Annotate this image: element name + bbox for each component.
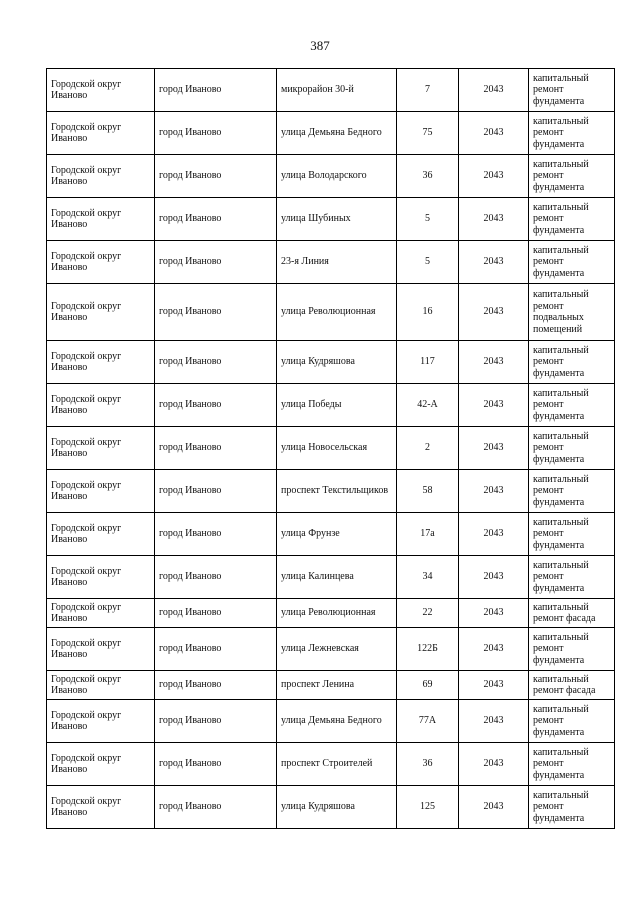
table-row <box>47 112 615 155</box>
table-row <box>47 384 615 427</box>
cell-district: Городской округ Иваново <box>47 341 155 384</box>
cell-year: 2043 <box>459 599 529 628</box>
cell-year: 2043 <box>459 284 529 341</box>
cell-street: улица Победы <box>277 384 397 427</box>
cell-street: улица Кудряшова <box>277 341 397 384</box>
cell-house-number: 2 <box>397 427 459 470</box>
cell-work-type: капитальный ремонт фундамента <box>529 700 615 743</box>
cell-house-number: 58 <box>397 470 459 513</box>
cell-city: город Иваново <box>155 341 277 384</box>
cell-district: Городской округ Иваново <box>47 700 155 743</box>
cell-city: город Иваново <box>155 69 277 112</box>
cell-street: улица Кудряшова <box>277 786 397 829</box>
page-number: 387 <box>310 38 330 53</box>
cell-district: Городской округ Иваново <box>47 628 155 671</box>
cell-year: 2043 <box>459 69 529 112</box>
table-row <box>47 198 615 241</box>
cell-work-type: капитальный ремонт фундамента <box>529 341 615 384</box>
cell-year: 2043 <box>459 743 529 786</box>
cell-street: проспект Строителей <box>277 743 397 786</box>
cell-district: Городской округ Иваново <box>47 284 155 341</box>
cell-house-number: 36 <box>397 743 459 786</box>
cell-city: город Иваново <box>155 198 277 241</box>
cell-district: Городской округ Иваново <box>47 786 155 829</box>
cell-street: проспект Ленина <box>277 671 397 700</box>
cell-city: город Иваново <box>155 284 277 341</box>
table-row <box>47 470 615 513</box>
cell-house-number: 5 <box>397 198 459 241</box>
cell-house-number: 36 <box>397 155 459 198</box>
table-row <box>47 743 615 786</box>
table-row <box>47 241 615 284</box>
cell-city: город Иваново <box>155 384 277 427</box>
cell-house-number: 125 <box>397 786 459 829</box>
cell-year: 2043 <box>459 112 529 155</box>
cell-district: Городской округ Иваново <box>47 155 155 198</box>
cell-house-number: 17а <box>397 513 459 556</box>
cell-year: 2043 <box>459 341 529 384</box>
cell-work-type: капитальный ремонт фундамента <box>529 556 615 599</box>
cell-street: улица Фрунзе <box>277 513 397 556</box>
cell-street: улица Демьяна Бедного <box>277 112 397 155</box>
cell-house-number: 5 <box>397 241 459 284</box>
cell-house-number: 75 <box>397 112 459 155</box>
cell-district: Городской округ Иваново <box>47 69 155 112</box>
cell-house-number: 42-А <box>397 384 459 427</box>
cell-city: город Иваново <box>155 671 277 700</box>
cell-district: Городской округ Иваново <box>47 427 155 470</box>
cell-year: 2043 <box>459 671 529 700</box>
cell-house-number: 34 <box>397 556 459 599</box>
cell-city: город Иваново <box>155 470 277 513</box>
cell-year: 2043 <box>459 513 529 556</box>
cell-city: город Иваново <box>155 743 277 786</box>
cell-city: город Иваново <box>155 112 277 155</box>
cell-year: 2043 <box>459 786 529 829</box>
table-row <box>47 155 615 198</box>
cell-district: Городской округ Иваново <box>47 743 155 786</box>
cell-year: 2043 <box>459 155 529 198</box>
table-row <box>47 427 615 470</box>
cell-year: 2043 <box>459 384 529 427</box>
cell-city: город Иваново <box>155 556 277 599</box>
cell-work-type: капитальный ремонт фундамента <box>529 513 615 556</box>
cell-work-type: капитальный ремонт фасада <box>529 671 615 700</box>
cell-district: Городской округ Иваново <box>47 198 155 241</box>
cell-street: улица Володарского <box>277 155 397 198</box>
cell-work-type: капитальный ремонт фундамента <box>529 786 615 829</box>
cell-year: 2043 <box>459 198 529 241</box>
cell-street: улица Шубиных <box>277 198 397 241</box>
table-row <box>47 628 615 671</box>
cell-city: город Иваново <box>155 241 277 284</box>
cell-city: город Иваново <box>155 628 277 671</box>
cell-district: Городской округ Иваново <box>47 241 155 284</box>
cell-street: 23-я Линия <box>277 241 397 284</box>
table-row <box>47 513 615 556</box>
cell-work-type: капитальный ремонт фасада <box>529 599 615 628</box>
cell-work-type: капитальный ремонт фундамента <box>529 743 615 786</box>
table-row <box>47 284 615 341</box>
cell-street: микрорайон 30-й <box>277 69 397 112</box>
cell-work-type: капитальный ремонт фундамента <box>529 112 615 155</box>
cell-district: Городской округ Иваново <box>47 513 155 556</box>
cell-year: 2043 <box>459 241 529 284</box>
cell-district: Городской округ Иваново <box>47 671 155 700</box>
cell-district: Городской округ Иваново <box>47 112 155 155</box>
cell-work-type: капитальный ремонт фундамента <box>529 470 615 513</box>
housing-repair-table <box>46 68 615 829</box>
cell-city: город Иваново <box>155 700 277 743</box>
table-row <box>47 671 615 700</box>
cell-year: 2043 <box>459 628 529 671</box>
cell-house-number: 7 <box>397 69 459 112</box>
table-row <box>47 341 615 384</box>
cell-house-number: 122Б <box>397 628 459 671</box>
cell-work-type: капитальный ремонт фундамента <box>529 628 615 671</box>
table-row <box>47 69 615 112</box>
cell-street: улица Демьяна Бедного <box>277 700 397 743</box>
cell-work-type: капитальный ремонт фундамента <box>529 155 615 198</box>
table-row <box>47 556 615 599</box>
table-row <box>47 599 615 628</box>
cell-work-type: капитальный ремонт подвальных помещений <box>529 284 615 341</box>
cell-house-number: 16 <box>397 284 459 341</box>
cell-work-type: капитальный ремонт фундамента <box>529 384 615 427</box>
cell-street: проспект Текстильщиков <box>277 470 397 513</box>
cell-work-type: капитальный ремонт фундамента <box>529 69 615 112</box>
cell-district: Городской округ Иваново <box>47 599 155 628</box>
table-body <box>47 69 615 829</box>
cell-street: улица Новосельская <box>277 427 397 470</box>
cell-house-number: 117 <box>397 341 459 384</box>
cell-district: Городской округ Иваново <box>47 556 155 599</box>
cell-house-number: 77А <box>397 700 459 743</box>
cell-city: город Иваново <box>155 427 277 470</box>
cell-year: 2043 <box>459 427 529 470</box>
cell-city: город Иваново <box>155 513 277 556</box>
cell-work-type: капитальный ремонт фундамента <box>529 198 615 241</box>
table-row <box>47 786 615 829</box>
cell-district: Городской округ Иваново <box>47 470 155 513</box>
cell-city: город Иваново <box>155 155 277 198</box>
cell-city: город Иваново <box>155 786 277 829</box>
cell-street: улица Революционная <box>277 284 397 341</box>
cell-work-type: капитальный ремонт фундамента <box>529 241 615 284</box>
cell-district: Городской округ Иваново <box>47 384 155 427</box>
cell-city: город Иваново <box>155 599 277 628</box>
cell-street: улица Революционная <box>277 599 397 628</box>
cell-house-number: 69 <box>397 671 459 700</box>
cell-work-type: капитальный ремонт фундамента <box>529 427 615 470</box>
table-row <box>47 700 615 743</box>
cell-street: улица Калинцева <box>277 556 397 599</box>
cell-year: 2043 <box>459 700 529 743</box>
cell-street: улица Лежневская <box>277 628 397 671</box>
cell-house-number: 22 <box>397 599 459 628</box>
cell-year: 2043 <box>459 470 529 513</box>
cell-year: 2043 <box>459 556 529 599</box>
